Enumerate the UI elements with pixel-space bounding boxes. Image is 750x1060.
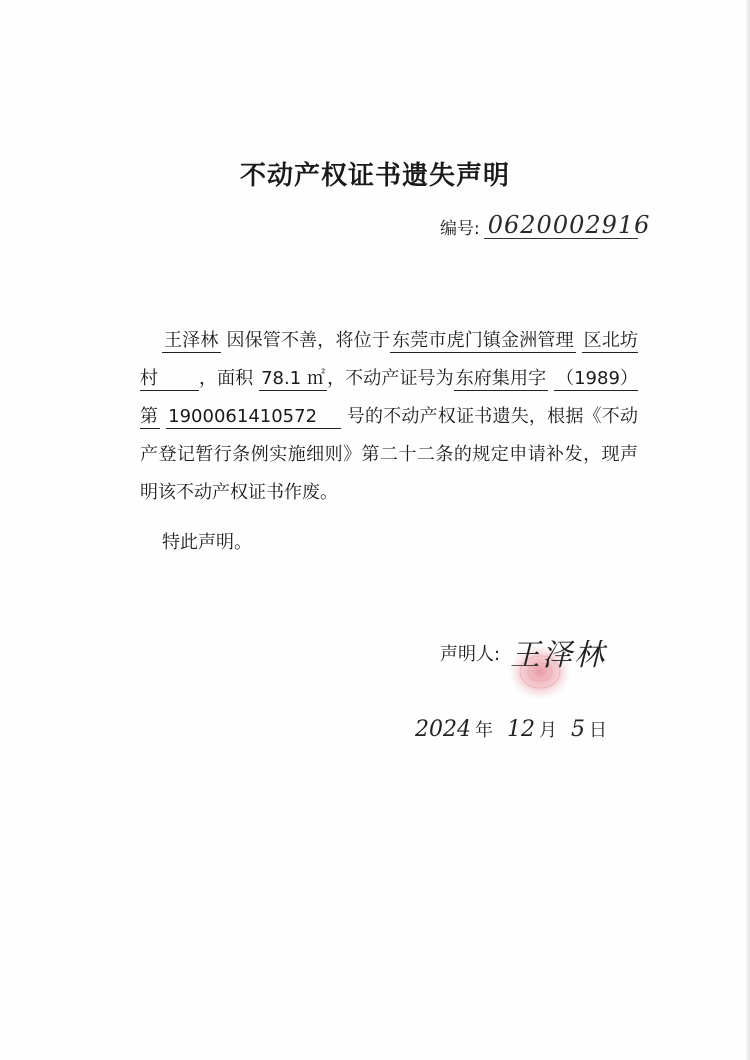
- date-year-unit: 年: [475, 720, 493, 741]
- body-seg4: 号的不动产权证书遗失，根据《不动产登记暂行条例实施细则》第二十二条的规定申请补发，现声明该不动产权证书作废。: [140, 406, 638, 503]
- date-year: 2024: [415, 717, 471, 742]
- closing-text: 特此声明。: [162, 532, 252, 553]
- cert-year: （1989）第: [140, 368, 639, 427]
- location-line1: 东莞市虎门镇金洲管理: [392, 330, 574, 351]
- body-seg3: ，不动产证号为: [327, 368, 454, 389]
- declarant-label: 声明人:: [440, 644, 501, 665]
- date-day: 5: [571, 717, 585, 742]
- area-value: 78.1 ㎡: [261, 368, 326, 389]
- date-line: [415, 716, 621, 742]
- date-day-unit: 日: [589, 720, 607, 741]
- body-seg1: 因保管不善，将位于: [226, 330, 391, 351]
- number-line: [440, 211, 651, 239]
- number-value: 0620002916: [484, 212, 638, 239]
- location-line2: 区北坊村: [140, 330, 639, 389]
- body-seg2: ，面积: [198, 368, 254, 389]
- declarant-line: [440, 640, 500, 666]
- owner-name: 王泽林: [164, 330, 219, 351]
- cert-number: 1900061410572: [168, 406, 318, 427]
- date-month: 12: [507, 717, 535, 742]
- cert-prefix: 东府集用字: [455, 368, 547, 389]
- date-month-unit: 月: [539, 720, 557, 741]
- number-label: 编号:: [440, 219, 480, 239]
- handwritten-signature: 王泽林: [510, 638, 606, 673]
- statement-body: [140, 322, 638, 512]
- document-title: 不动产权证书遗失声明: [239, 161, 510, 191]
